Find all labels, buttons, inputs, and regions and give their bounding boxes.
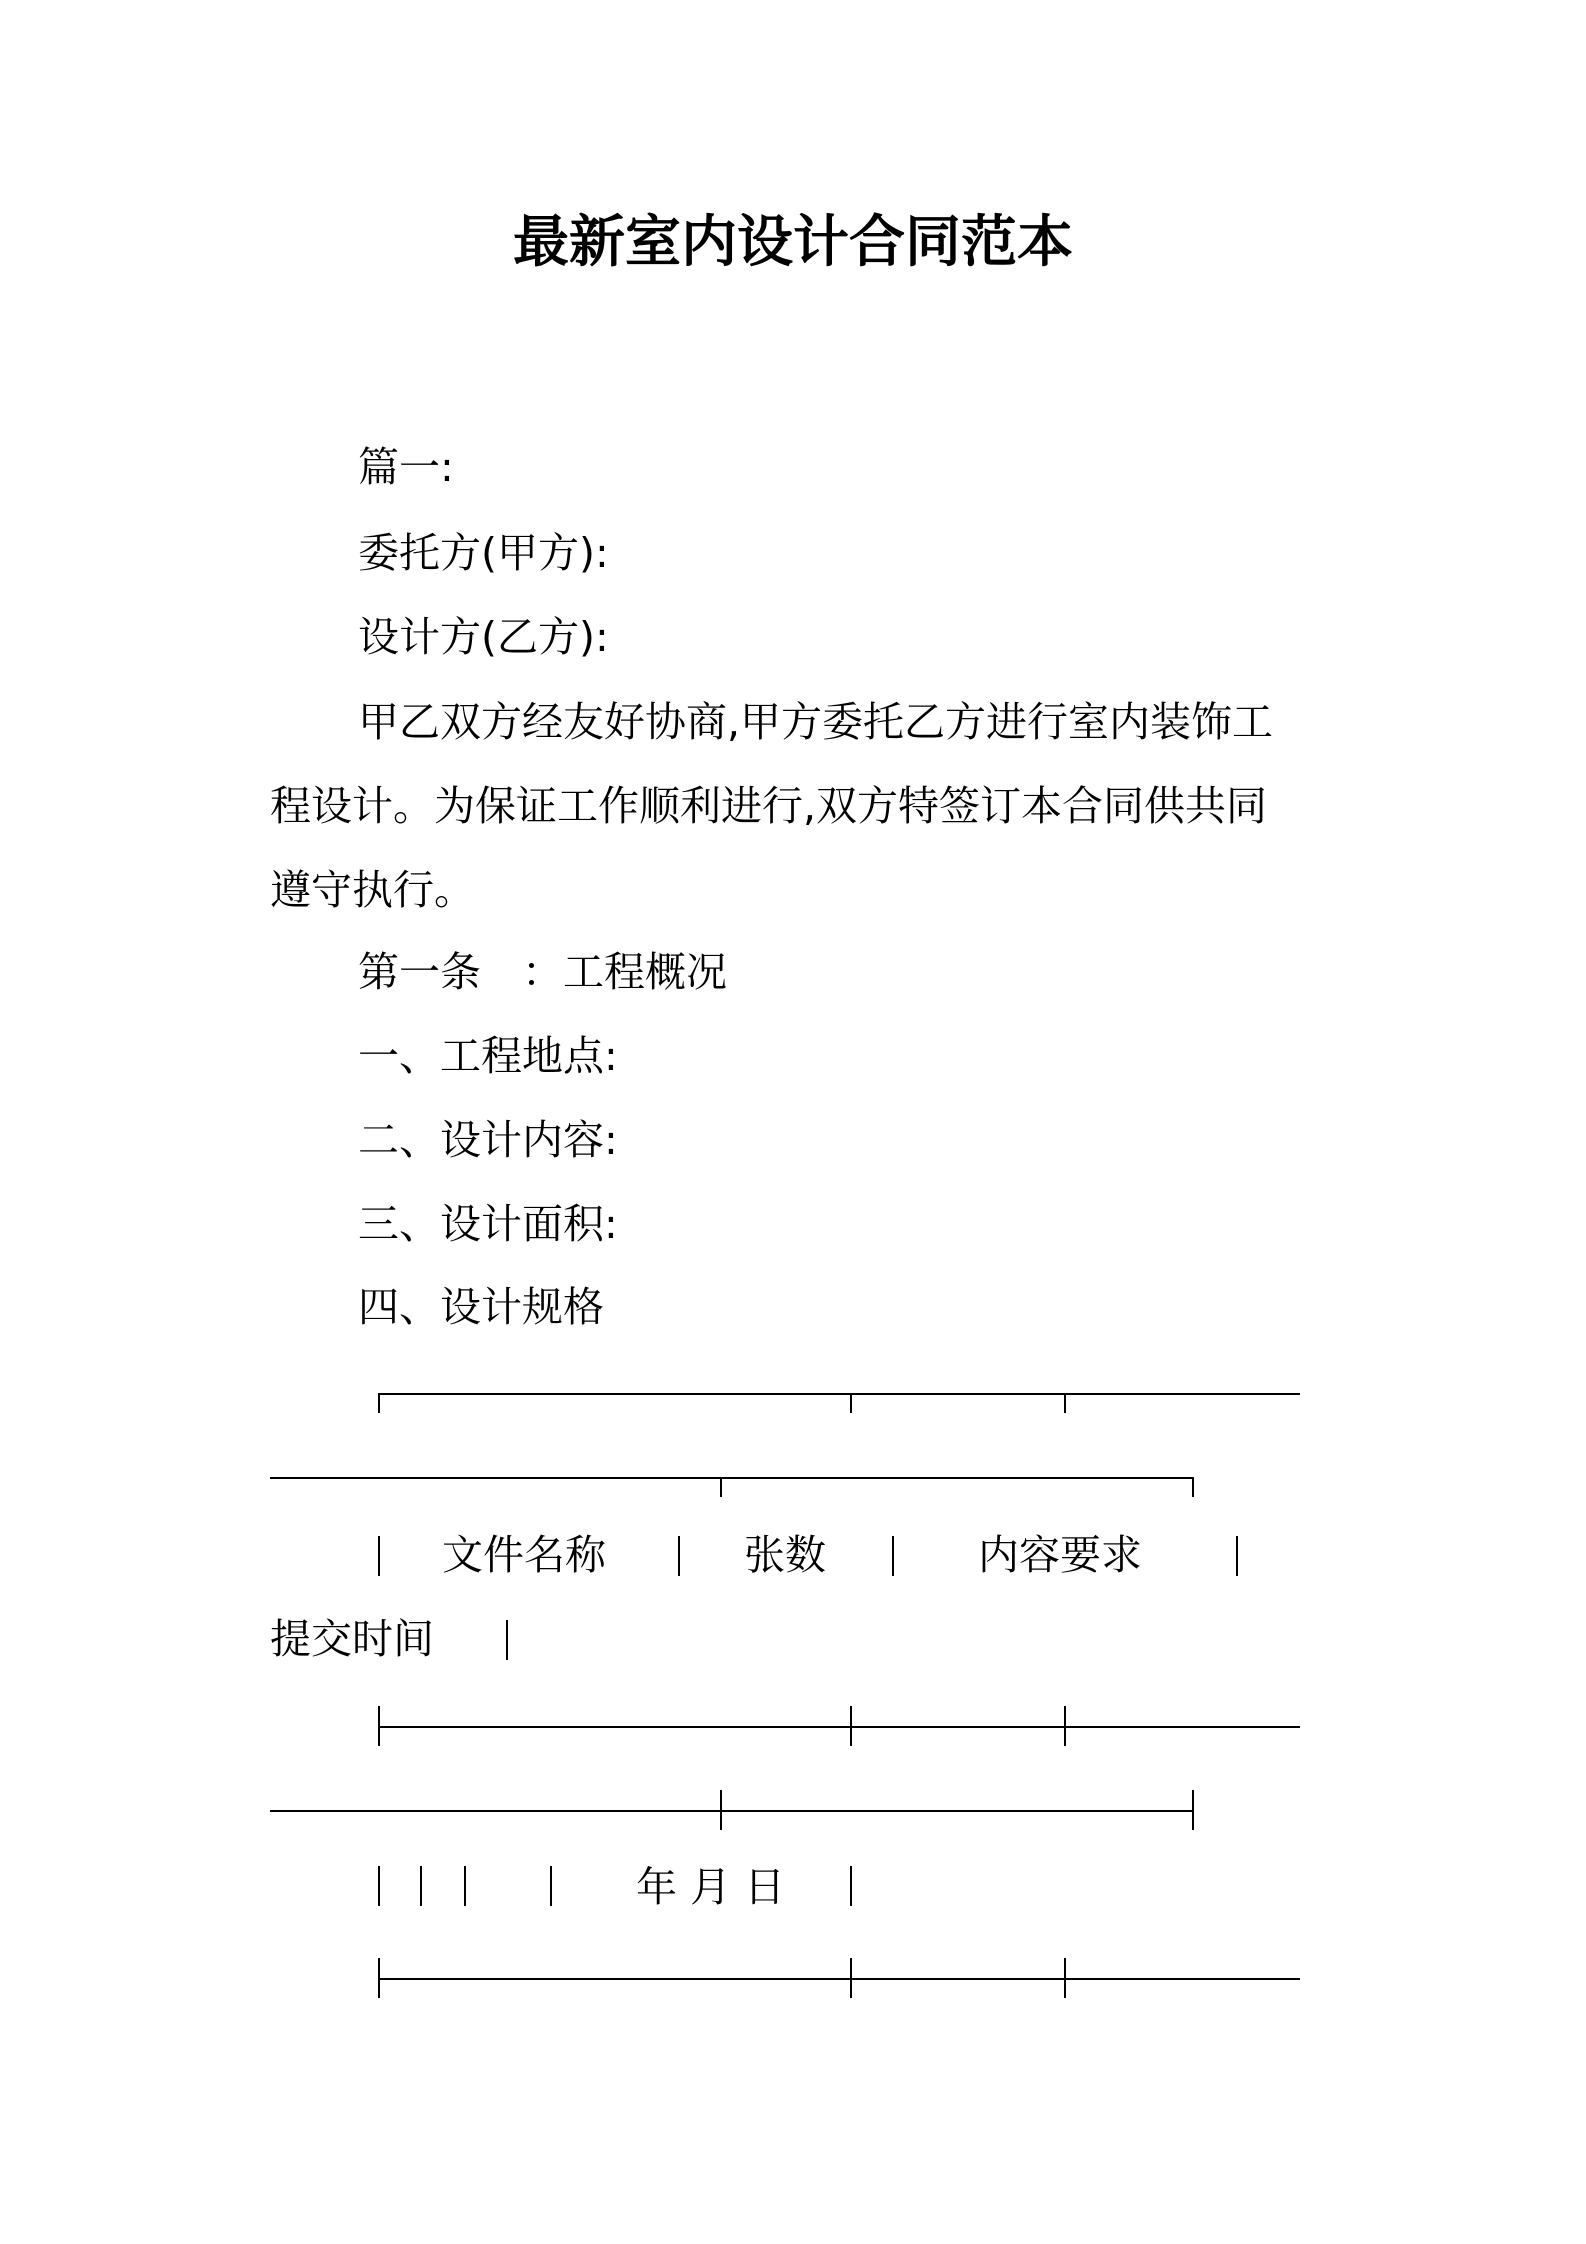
table-border xyxy=(506,1620,508,1660)
header-file-name: 文件名称 xyxy=(442,1531,606,1579)
intro-paragraph-line-1: 甲乙双方经友好协商,甲方委托乙方进行室内装饰工 xyxy=(358,698,1274,746)
table-border xyxy=(378,1726,1300,1728)
table-border xyxy=(850,1866,852,1906)
table-border xyxy=(892,1536,894,1576)
table-border xyxy=(464,1866,466,1906)
header-count: 张数 xyxy=(744,1531,826,1579)
table-border xyxy=(1192,1790,1194,1830)
table-border xyxy=(378,1393,380,1413)
table-border xyxy=(270,1810,1194,1812)
party-b-label: 设计方(乙方): xyxy=(358,613,609,661)
item-design-spec: 四、设计规格 xyxy=(358,1283,604,1331)
section-heading: 篇一: xyxy=(358,443,454,491)
article-1-heading: 第一条 ：工程概况 xyxy=(358,948,727,996)
table-border xyxy=(1236,1536,1238,1576)
table-border xyxy=(678,1536,680,1576)
table-border xyxy=(1064,1706,1066,1746)
item-project-location: 一、工程地点: xyxy=(358,1032,618,1080)
table-border xyxy=(1192,1477,1194,1497)
table-border xyxy=(550,1866,552,1906)
header-content-requirement: 内容要求 xyxy=(978,1531,1142,1579)
intro-paragraph-line-2: 程设计。为保证工作顺利进行,双方特签订本合同供共同 xyxy=(270,782,1268,830)
table-border xyxy=(378,1536,380,1576)
party-a-label: 委托方(甲方): xyxy=(358,529,609,577)
date-cell: 年 月 日 xyxy=(636,1863,786,1911)
header-submit-time: 提交时间 xyxy=(270,1615,434,1663)
table-border xyxy=(1064,1958,1066,1998)
table-border xyxy=(378,1958,380,1998)
table-border xyxy=(378,1393,1300,1395)
table-border xyxy=(720,1477,722,1497)
document-title: 最新室内设计合同范本 xyxy=(513,210,1073,275)
table-border xyxy=(420,1866,422,1906)
item-design-area: 三、设计面积: xyxy=(358,1200,618,1248)
table-border xyxy=(378,1706,380,1746)
table-border xyxy=(850,1706,852,1746)
table-border xyxy=(720,1790,722,1830)
table-border xyxy=(378,1866,380,1906)
intro-paragraph-line-3: 遵守执行。 xyxy=(270,866,475,914)
table-border xyxy=(850,1393,852,1413)
table-border xyxy=(378,1978,1300,1980)
item-design-content: 二、设计内容: xyxy=(358,1116,618,1164)
table-border xyxy=(850,1958,852,1998)
table-border xyxy=(270,1477,1194,1479)
table-border xyxy=(1064,1393,1066,1413)
